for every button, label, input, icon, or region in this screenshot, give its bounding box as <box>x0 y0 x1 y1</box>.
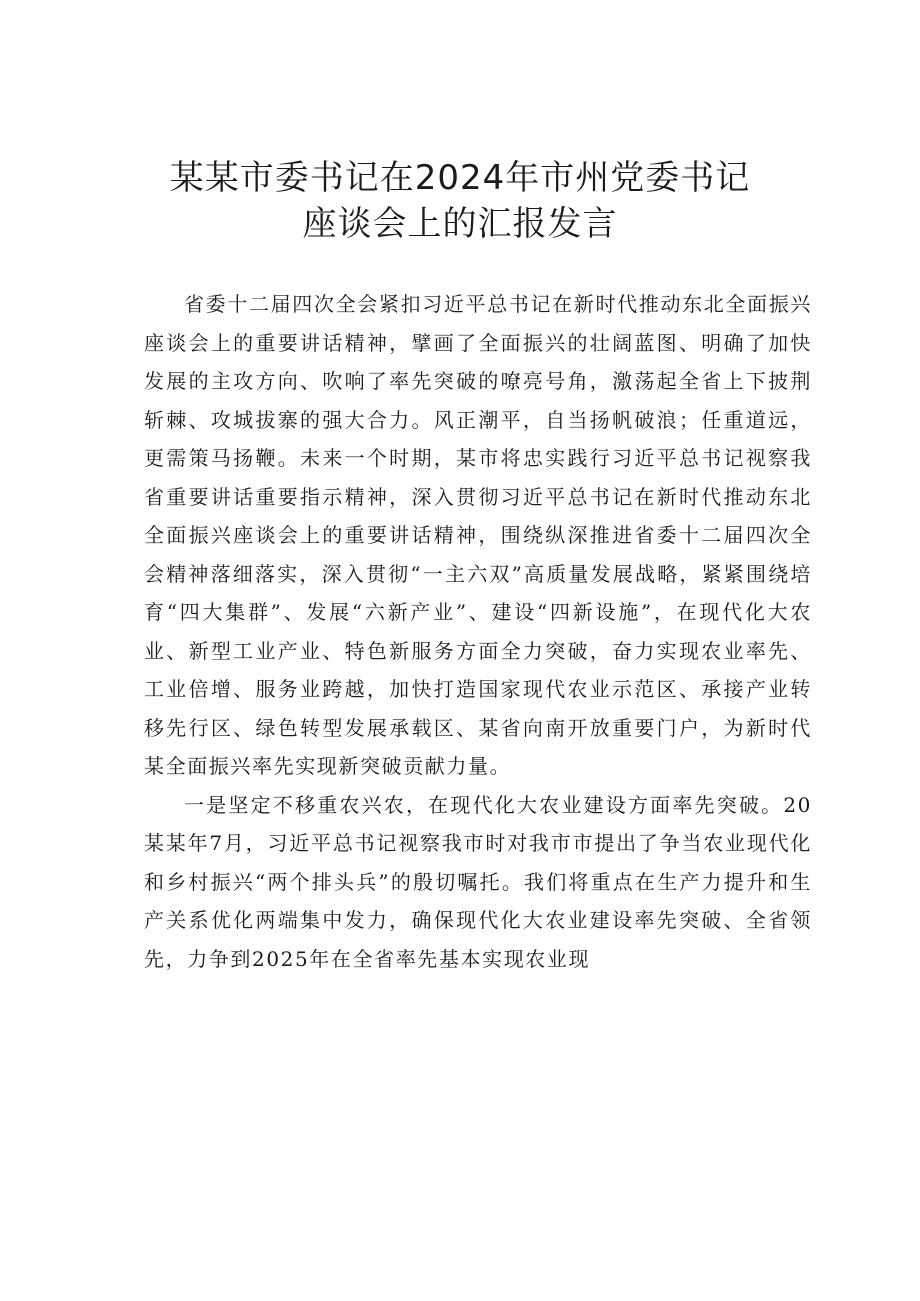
paragraph-agriculture: 一是坚定不移重农兴农，在现代化大农业建设方面率先突破。20某某年7月，习近平总书记视察我市时对我市市提出了争当农业现代化和乡村振兴“两个排头兵”的殷切嘱托。我们将重点在生产力提升和生产关系优化两端集中发力，确保现代化大农业建设率先突破、全省领先，力争到2025年在全省率先基本实现农业现 <box>144 792 812 971</box>
title-line-2: 座谈会上的汇报发言 <box>302 204 618 244</box>
paragraph-intro: 省委十二届四次全会紧扣习近平总书记在新时代推动东北全面振兴座谈会上的重要讲话精神，擘画了全面振兴的壮阔蓝图、明确了加快发展的主攻方向、吹响了率先突破的嘹亮号角，激荡起全省上下披荆斩棘、攻城拔寨的强大合力。风正潮平，自当扬帆破浪；任重道远，更需策马扬鞭。未来一个时期，某市将忠实践行习近平总书记视察我省重要讲话重要指示精神，深入贯彻习近平总书记在新时代推动东北全面振兴座谈会上的重要讲话精神，围绕纵深推进省委十二届四次全会精神落细落实，深入贯彻“一主六双”高质量发展战略，紧紧围绕培育“四大集群”、发展“六新产业”、建设“四新设施”，在现代化大农业、新型工业产业、特色新服务方面全力突破，奋力实现农业率先、工业倍增、服务业跨越，加快打造国家现代农业示范区、承接产业转移先行区、绿色转型发展承载区、某省向南开放重要门户，为新时代某全面振兴率先实现新突破贡献力量。 <box>144 292 812 778</box>
document-title <box>0 155 920 247</box>
title-line-1: 某某市委书记在2024年市州党委书记 <box>169 158 751 198</box>
document-body <box>144 285 812 978</box>
